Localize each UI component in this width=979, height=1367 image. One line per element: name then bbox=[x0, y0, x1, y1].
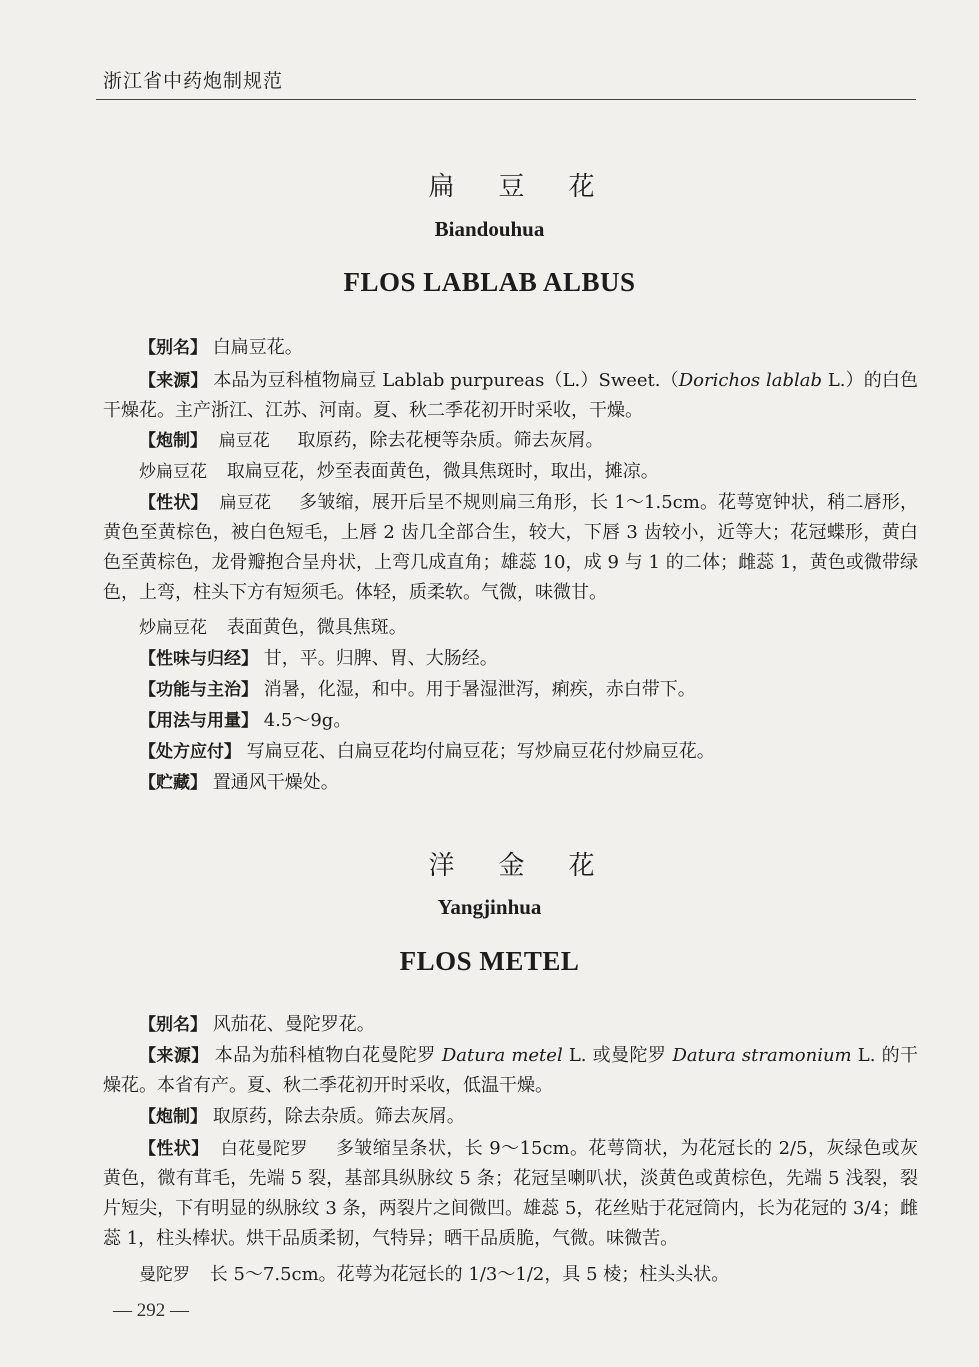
alias-paragraph bbox=[103, 1010, 918, 1040]
source-paragraph bbox=[103, 1041, 918, 1101]
storage-tag: 【贮藏】 bbox=[139, 773, 207, 793]
processing-paragraph bbox=[103, 426, 918, 456]
source-text-cont: L. 的干燥花。本省有产。夏、秋二季花初开时采收，低温干燥。 bbox=[103, 1045, 918, 1096]
page-number: — 292 — bbox=[113, 1300, 189, 1321]
character-fried-paragraph bbox=[103, 613, 918, 643]
entry-title-zh: 扁豆花 bbox=[428, 172, 639, 202]
source-tag: 【来源】 bbox=[139, 371, 208, 391]
function-text: 消暑，化湿，和中。用于暑湿泄泻，痢疾，赤白带下。 bbox=[263, 679, 696, 700]
running-header: 浙江省中药炮制规范 bbox=[103, 70, 284, 92]
source-text: 本品为豆科植物扁豆 Lablab purpureas（L.）Sweet.（ bbox=[213, 370, 679, 391]
alias-text: 风茄花、曼陀罗花。 bbox=[212, 1014, 375, 1035]
entry-title-latin: FLOS LABLAB ALBUS bbox=[343, 267, 636, 297]
processing-text: 取原药，除去花梗等杂质。筛去灰屑。 bbox=[297, 430, 604, 451]
source-latin-italic: Datura metel bbox=[441, 1045, 563, 1066]
source-latin-italic-2: Datura stramonium bbox=[672, 1045, 852, 1066]
nature-tag: 【性味与归经】 bbox=[139, 649, 258, 669]
prescription-tag: 【处方应付】 bbox=[139, 742, 241, 762]
processing-subhead: 扁豆花 bbox=[218, 431, 270, 451]
character-fried-subhead: 炒扁豆花 bbox=[139, 618, 207, 638]
character-fried-text: 表面黄色，微具焦斑。 bbox=[226, 617, 407, 638]
prescription-text: 写扁豆花、白扁豆花均付扁豆花；写炒扁豆花付炒扁豆花。 bbox=[246, 741, 715, 762]
character-variant-subhead: 曼陀罗 bbox=[139, 1265, 190, 1285]
source-paragraph bbox=[103, 366, 918, 426]
processing-tag: 【炮制】 bbox=[139, 1107, 207, 1127]
source-latin-italic: Dorichos lablab bbox=[678, 370, 822, 391]
character-paragraph bbox=[103, 1134, 918, 1254]
nature-paragraph bbox=[103, 644, 918, 674]
character-tag: 【性状】 bbox=[139, 1139, 209, 1159]
character-subhead: 白花曼陀罗 bbox=[220, 1139, 308, 1159]
dosage-text: 4.5～9g。 bbox=[263, 710, 352, 731]
header-rule bbox=[96, 99, 916, 100]
processing-paragraph bbox=[103, 1102, 918, 1132]
processing-fried-text: 取扁豆花，炒至表面黄色，微具焦斑时，取出，摊凉。 bbox=[226, 461, 659, 482]
dosage-paragraph bbox=[103, 706, 918, 736]
alias-tag: 【别名】 bbox=[139, 338, 207, 358]
dosage-tag: 【用法与用量】 bbox=[139, 711, 258, 731]
entry-title-latin: FLOS METEL bbox=[399, 946, 580, 976]
nature-text: 甘，平。归脾、胃、大肠经。 bbox=[263, 648, 498, 669]
alias-text: 白扁豆花。 bbox=[212, 337, 303, 358]
character-tag: 【性状】 bbox=[139, 493, 208, 513]
source-text-cont: L.）的白色干燥花。主产浙江、江苏、河南。夏、秋二季花初开时采收，干燥。 bbox=[103, 370, 918, 421]
character-variant-paragraph bbox=[103, 1260, 918, 1290]
entry-title-zh: 洋金花 bbox=[428, 851, 639, 881]
storage-text: 置通风干燥处。 bbox=[212, 772, 339, 793]
processing-tag: 【炮制】 bbox=[139, 431, 207, 451]
character-text: 多皱缩，展开后呈不规则扁三角形，长 1～1.5cm。花萼宽钟状，稍二唇形，黄色至黄棕色，被白色短毛，上唇 2 齿几全部合生，较大，下唇 3 齿较小，近等大；花冠蝶形，黄白色至黄棕色，龙骨瓣抱合呈舟状，上弯几成直角；雄蕊 10，成 9 与 1 的二体；雌蕊 1，黄色或微带绿色，上弯，柱头下方有短须毛。体轻，质柔软。气微，味微甘。 bbox=[103, 492, 919, 603]
processing-fried-paragraph bbox=[103, 457, 918, 487]
processing-text: 取原药，除去杂质。筛去灰屑。 bbox=[212, 1106, 465, 1127]
alias-paragraph bbox=[103, 333, 918, 363]
source-text-mid: L. 或曼陀罗 bbox=[562, 1045, 673, 1066]
processing-fried-subhead: 炒扁豆花 bbox=[139, 462, 207, 482]
prescription-paragraph bbox=[103, 737, 918, 767]
entry-title-pinyin: Yangjinhua bbox=[437, 895, 542, 919]
source-text: 本品为茄科植物白花曼陀罗 bbox=[214, 1045, 442, 1066]
character-variant-text: 长 5～7.5cm。花萼为花冠长的 1/3～1/2，具 5 棱；柱头头状。 bbox=[209, 1264, 730, 1285]
storage-paragraph bbox=[103, 768, 918, 798]
character-paragraph bbox=[103, 488, 918, 608]
source-tag: 【来源】 bbox=[139, 1046, 209, 1066]
alias-tag: 【别名】 bbox=[139, 1015, 207, 1035]
function-paragraph bbox=[103, 675, 918, 705]
character-subhead: 扁豆花 bbox=[219, 493, 272, 513]
character-text: 多皱缩呈条状，长 9～15cm。花萼筒状，为花冠长的 2/5，灰绿色或灰黄色，微有茸毛，先端 5 裂，基部具纵脉纹 5 条；花冠呈喇叭状，淡黄色或黄棕色，先端 5 浅裂，裂片短尖，下有明显的纵脉纹 3 条，两裂片之间微凹。雄蕊 5，花丝贴于花冠筒内，长为花冠的 3/4；雌蕊 1，柱头棒状。烘干品质柔韧，气特异；晒干品质脆，气微。味微苦。 bbox=[103, 1138, 919, 1249]
entry-title-pinyin: Biandouhua bbox=[434, 217, 545, 241]
function-tag: 【功能与主治】 bbox=[139, 680, 258, 700]
